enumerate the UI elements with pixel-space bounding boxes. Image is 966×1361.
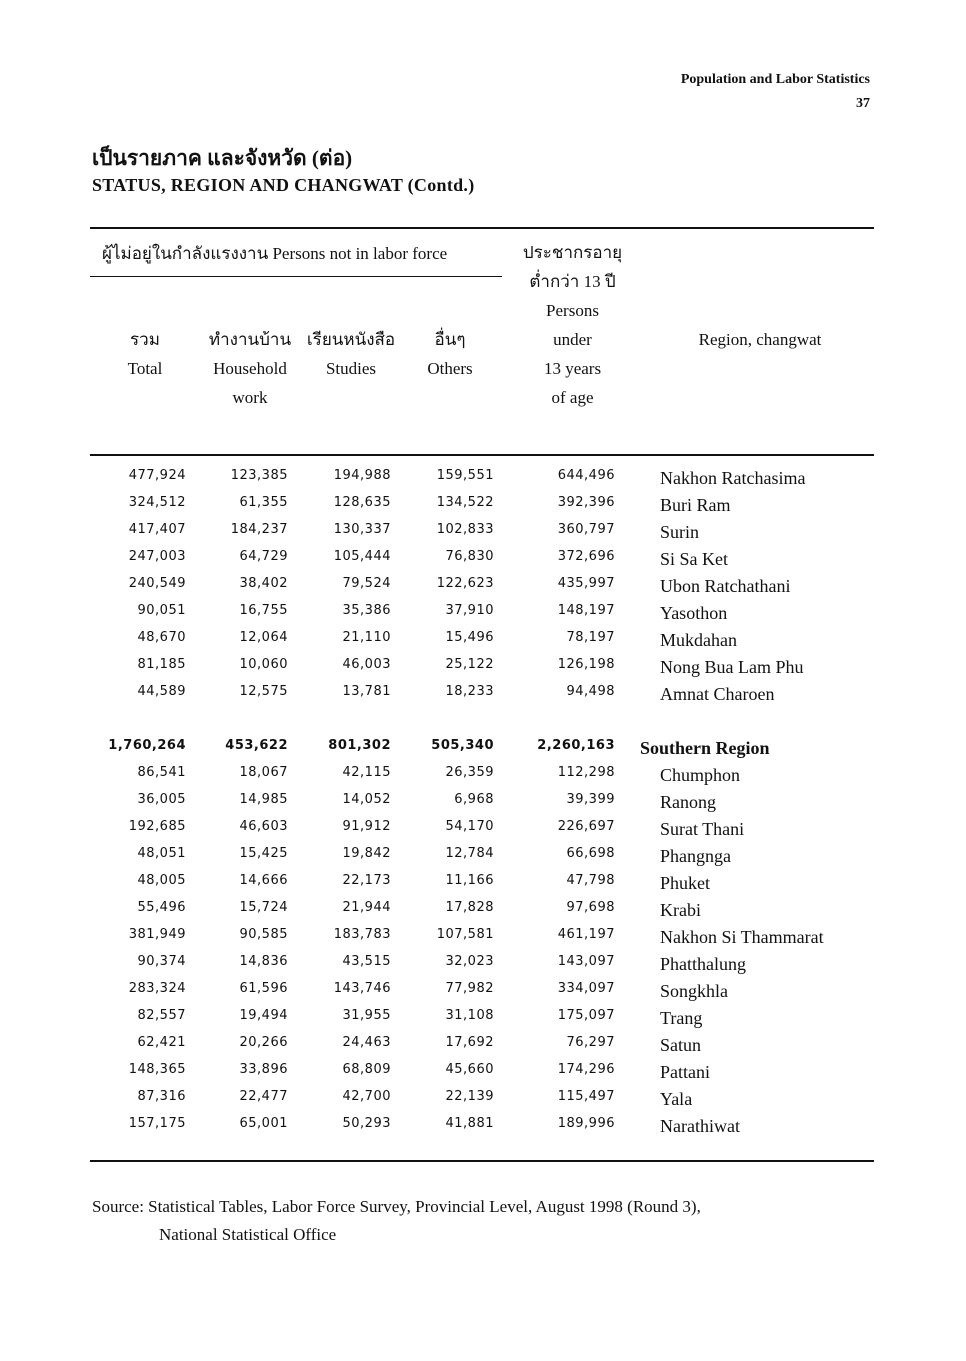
cell-region-name: Phangnga — [660, 846, 731, 866]
col-header-others — [410, 325, 490, 383]
cell-studies: 42,115 — [342, 765, 391, 780]
cell-region-name: Trang — [660, 1008, 703, 1028]
cell-others: 6,968 — [454, 792, 494, 807]
cell-household: 14,666 — [239, 873, 288, 888]
table-row — [0, 576, 966, 603]
col-header-studies — [300, 325, 402, 383]
cell-total: 55,496 — [137, 900, 186, 915]
table-row — [0, 1089, 966, 1116]
col-header-total — [105, 325, 185, 383]
cell-under13: 435,997 — [557, 576, 615, 591]
running-header-section: Population and Labor Statistics — [680, 72, 870, 87]
cell-under13: 189,996 — [557, 1116, 615, 1131]
cell-total: 48,051 — [137, 846, 186, 861]
cell-household: 46,603 — [239, 819, 288, 834]
cell-region-name: Mukdahan — [660, 630, 737, 650]
cell-studies: 19,842 — [342, 846, 391, 861]
cell-others: 45,660 — [445, 1062, 494, 1077]
cell-studies: 43,515 — [342, 954, 391, 969]
cell-under13: 143,097 — [557, 954, 615, 969]
cell-under13: 360,797 — [557, 522, 615, 537]
cell-region-name: Narathiwat — [660, 1116, 740, 1136]
cell-studies: 91,912 — [342, 819, 391, 834]
cell-under13: 392,396 — [557, 495, 615, 510]
cell-under13: 226,697 — [557, 819, 615, 834]
cell-under13: 39,399 — [566, 792, 615, 807]
cell-region-name: Songkhla — [660, 981, 729, 1001]
cell-studies: 46,003 — [342, 657, 391, 672]
source-line-2: National Statistical Office — [159, 1225, 337, 1244]
cell-others: 26,359 — [445, 765, 494, 780]
cell-others: 25,122 — [445, 657, 494, 672]
cell-under13: 76,297 — [566, 1035, 615, 1050]
cell-studies: 130,337 — [333, 522, 391, 537]
cell-household: 65,001 — [239, 1116, 288, 1131]
cell-others: 505,340 — [431, 738, 494, 753]
page-number: 37 — [856, 96, 870, 111]
cell-region-name: Phuket — [660, 873, 711, 893]
cell-studies: 50,293 — [342, 1116, 391, 1131]
cell-under13: 115,497 — [557, 1089, 615, 1104]
cell-studies: 79,524 — [342, 576, 391, 591]
cell-others: 54,170 — [445, 819, 494, 834]
table-row — [0, 1062, 966, 1089]
cell-household: 38,402 — [239, 576, 288, 591]
col-header-others-english: Others — [427, 359, 473, 378]
cell-others: 107,581 — [436, 927, 494, 942]
cell-region-name: Surat Thani — [660, 819, 745, 839]
cell-household: 22,477 — [239, 1089, 288, 1104]
cell-household: 10,060 — [239, 657, 288, 672]
cell-total: 48,005 — [137, 873, 186, 888]
cell-household: 14,985 — [239, 792, 288, 807]
cell-household: 20,266 — [239, 1035, 288, 1050]
cell-household: 61,355 — [239, 495, 288, 510]
cell-total: 44,589 — [137, 684, 186, 699]
cell-under13: 148,197 — [557, 603, 615, 618]
cell-region-name: Yala — [660, 1089, 693, 1109]
cell-others: 31,108 — [445, 1008, 494, 1023]
cell-total: 48,670 — [137, 630, 186, 645]
cell-total: 477,924 — [128, 468, 186, 483]
cell-studies: 35,386 — [342, 603, 391, 618]
cell-studies: 21,110 — [342, 630, 391, 645]
cell-total: 324,512 — [128, 495, 186, 510]
table-row — [0, 927, 966, 954]
cell-under13: 644,496 — [557, 468, 615, 483]
cell-household: 15,724 — [239, 900, 288, 915]
cell-others: 17,828 — [445, 900, 494, 915]
table-row — [0, 1116, 966, 1143]
cell-studies: 194,988 — [333, 468, 391, 483]
cell-region-name: Ubon Ratchathani — [660, 576, 791, 596]
table-row — [0, 954, 966, 981]
cell-under13: 47,798 — [566, 873, 615, 888]
cell-others: 37,910 — [445, 603, 494, 618]
cell-household: 14,836 — [239, 954, 288, 969]
table-row — [0, 981, 966, 1008]
cell-region-name: Phatthalung — [660, 954, 746, 974]
cell-others: 15,496 — [445, 630, 494, 645]
cell-total: 283,324 — [128, 981, 186, 996]
cell-studies: 21,944 — [342, 900, 391, 915]
table-row — [0, 468, 966, 495]
cell-studies: 143,746 — [333, 981, 391, 996]
group-header-rule — [90, 276, 502, 277]
cell-household: 90,585 — [239, 927, 288, 942]
cell-total: 417,407 — [128, 522, 186, 537]
table-bottom-rule — [90, 1160, 874, 1162]
cell-total: 90,374 — [137, 954, 186, 969]
cell-total: 82,557 — [137, 1008, 186, 1023]
col-header-under13-english-1: Persons — [546, 301, 599, 320]
cell-region-name: Ranong — [660, 792, 716, 812]
cell-others: 11,166 — [445, 873, 494, 888]
table-row — [0, 495, 966, 522]
col-header-under13-english-4: of age — [551, 388, 594, 407]
cell-total: 62,421 — [137, 1035, 186, 1050]
title-english: STATUS, REGION AND CHANGWAT (Contd.) — [92, 175, 475, 195]
cell-household: 33,896 — [239, 1062, 288, 1077]
table-row — [0, 765, 966, 792]
table-top-rule — [90, 227, 874, 229]
cell-others: 77,982 — [445, 981, 494, 996]
cell-total: 192,685 — [128, 819, 186, 834]
cell-studies: 128,635 — [333, 495, 391, 510]
cell-under13: 174,296 — [557, 1062, 615, 1077]
cell-under13: 94,498 — [566, 684, 615, 699]
cell-others: 18,233 — [445, 684, 494, 699]
cell-region-name: Si Sa Ket — [660, 549, 729, 569]
col-header-studies-english: Studies — [325, 359, 377, 378]
cell-total: 247,003 — [128, 549, 186, 564]
cell-household: 453,622 — [225, 738, 288, 753]
col-header-household-thai: ทำงานบ้าน — [208, 330, 292, 349]
cell-under13: 334,097 — [557, 981, 615, 996]
cell-studies: 42,700 — [342, 1089, 391, 1104]
col-header-household-english-1: Household — [213, 359, 287, 378]
cell-others: 76,830 — [445, 549, 494, 564]
cell-under13: 372,696 — [557, 549, 615, 564]
cell-household: 12,575 — [239, 684, 288, 699]
cell-studies: 14,052 — [342, 792, 391, 807]
cell-household: 18,067 — [239, 765, 288, 780]
cell-region-name: Nakhon Ratchasima — [660, 468, 806, 488]
table-row — [0, 846, 966, 873]
cell-region-name: Satun — [660, 1035, 702, 1055]
cell-region-name: Nakhon Si Thammarat — [660, 927, 824, 947]
cell-studies: 13,781 — [342, 684, 391, 699]
title-thai: เป็นรายภาค และจังหวัด (ต่อ) — [92, 146, 353, 170]
cell-region-name: Chumphon — [660, 765, 741, 785]
col-header-under13-english-2: under — [553, 330, 592, 349]
cell-region-name: Buri Ram — [660, 495, 731, 515]
col-header-household-english-2: work — [232, 388, 268, 407]
cell-others: 102,833 — [436, 522, 494, 537]
cell-under13: 461,197 — [557, 927, 615, 942]
cell-studies: 183,783 — [333, 927, 391, 942]
table-row — [0, 792, 966, 819]
cell-region-name: Surin — [660, 522, 700, 542]
col-header-total-english: Total — [127, 359, 163, 378]
col-header-under13-thai-1: ประชากรอายุ — [522, 243, 623, 262]
cell-total: 86,541 — [137, 765, 186, 780]
table-row — [0, 522, 966, 549]
cell-others: 122,623 — [436, 576, 494, 591]
cell-under13: 112,298 — [557, 765, 615, 780]
cell-under13: 2,260,163 — [537, 738, 615, 753]
cell-studies: 31,955 — [342, 1008, 391, 1023]
cell-under13: 78,197 — [566, 630, 615, 645]
cell-total: 87,316 — [137, 1089, 186, 1104]
cell-studies: 22,173 — [342, 873, 391, 888]
col-header-region: Region, changwat — [698, 330, 822, 349]
cell-others: 159,551 — [436, 468, 494, 483]
group-header: ผู้ไม่อยู่ในกำลังแรงงาน Persons not in labor force — [102, 244, 448, 263]
cell-household: 12,064 — [239, 630, 288, 645]
table-row — [0, 684, 966, 711]
cell-total: 36,005 — [137, 792, 186, 807]
cell-household: 16,755 — [239, 603, 288, 618]
cell-others: 41,881 — [445, 1116, 494, 1131]
col-header-others-thai: อื่นๆ — [434, 330, 466, 349]
table-row — [0, 630, 966, 657]
source-line-1: Source: Statistical Tables, Labor Force Survey, Provincial Level, August 1998 (Round 3), — [92, 1197, 701, 1216]
cell-household: 15,425 — [239, 846, 288, 861]
cell-region-name: Amnat Charoen — [660, 684, 775, 704]
col-header-under13 — [515, 238, 630, 412]
cell-studies: 801,302 — [328, 738, 391, 753]
cell-others: 12,784 — [445, 846, 494, 861]
table-row — [0, 1008, 966, 1035]
table-row — [0, 1035, 966, 1062]
table-row — [0, 900, 966, 927]
cell-studies: 24,463 — [342, 1035, 391, 1050]
cell-household: 184,237 — [230, 522, 288, 537]
table-row-region — [0, 738, 966, 765]
cell-total: 81,185 — [137, 657, 186, 672]
cell-under13: 126,198 — [557, 657, 615, 672]
cell-total: 148,365 — [128, 1062, 186, 1077]
table-row — [0, 549, 966, 576]
header-bottom-rule — [90, 454, 874, 456]
cell-region-name: Nong Bua Lam Phu — [660, 657, 804, 677]
col-header-under13-english-3: 13 years — [543, 359, 602, 378]
cell-studies: 68,809 — [342, 1062, 391, 1077]
cell-others: 22,139 — [445, 1089, 494, 1104]
source-note — [92, 1193, 701, 1249]
table-row — [0, 873, 966, 900]
cell-region-name: Pattani — [660, 1062, 710, 1082]
col-header-total-thai: รวม — [130, 330, 160, 349]
cell-region-name: Southern Region — [640, 738, 770, 758]
col-header-household — [195, 325, 305, 412]
table-row — [0, 657, 966, 684]
cell-total: 90,051 — [137, 603, 186, 618]
cell-household: 64,729 — [239, 549, 288, 564]
cell-total: 157,175 — [128, 1116, 186, 1131]
cell-studies: 105,444 — [333, 549, 391, 564]
col-header-studies-thai: เรียนหนังสือ — [306, 330, 396, 349]
cell-others: 134,522 — [436, 495, 494, 510]
cell-under13: 66,698 — [566, 846, 615, 861]
cell-region-name: Krabi — [660, 900, 701, 920]
cell-under13: 175,097 — [557, 1008, 615, 1023]
cell-others: 17,692 — [445, 1035, 494, 1050]
cell-total: 240,549 — [128, 576, 186, 591]
cell-household: 19,494 — [239, 1008, 288, 1023]
cell-total: 1,760,264 — [108, 738, 186, 753]
cell-household: 61,596 — [239, 981, 288, 996]
table-row — [0, 819, 966, 846]
cell-under13: 97,698 — [566, 900, 615, 915]
cell-others: 32,023 — [445, 954, 494, 969]
cell-region-name: Yasothon — [660, 603, 728, 623]
cell-total: 381,949 — [128, 927, 186, 942]
col-header-under13-thai-2: ต่ำกว่า 13 ปี — [529, 272, 616, 291]
table-row — [0, 603, 966, 630]
cell-household: 123,385 — [230, 468, 288, 483]
